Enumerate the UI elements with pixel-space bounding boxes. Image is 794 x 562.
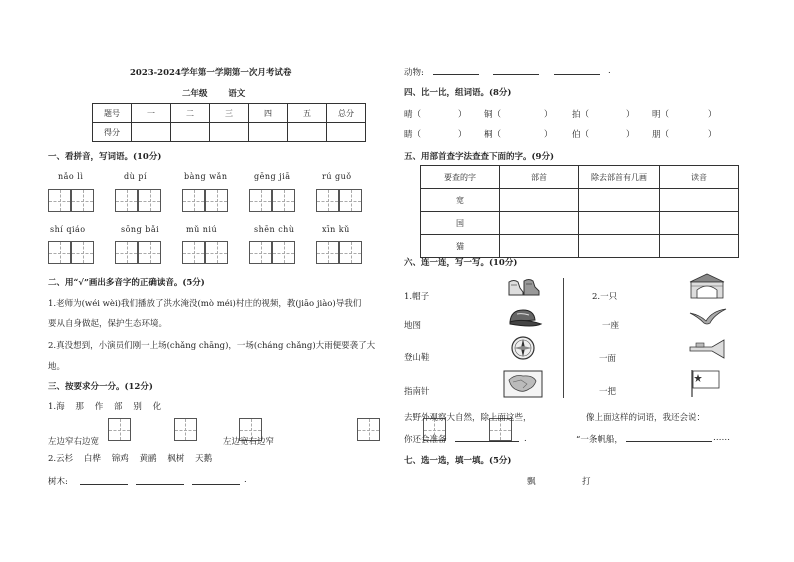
table-row xyxy=(421,212,739,235)
match-right: 一把 xyxy=(599,387,617,397)
q4-paren[interactable]: ） xyxy=(708,130,717,140)
answer-cell[interactable] xyxy=(500,212,579,235)
score-cell: 总分 xyxy=(327,104,366,123)
table-cell: 猫 xyxy=(421,235,500,258)
q2-sentence: 要从自身做起，保护生态环境。 xyxy=(48,319,168,329)
answer-cell[interactable] xyxy=(660,235,739,258)
q6-text: 去野外观察大自然，除上面这些， xyxy=(404,413,532,423)
pinyin: mǔ niú xyxy=(186,225,218,234)
tianzi-grid[interactable] xyxy=(48,241,94,264)
tianzi-grid[interactable] xyxy=(249,241,295,264)
shoes-icon xyxy=(506,276,542,298)
q4-paren[interactable]: ） xyxy=(626,130,635,140)
q6-text: 像上面这样的词语，我还会说： xyxy=(586,413,706,423)
answer-box[interactable] xyxy=(108,418,131,441)
answer-line[interactable] xyxy=(554,65,600,75)
answer-line[interactable] xyxy=(493,65,539,75)
answer-cell[interactable] xyxy=(579,189,660,212)
q2-sentence: 地。 xyxy=(48,362,66,372)
subject: 语文 xyxy=(228,89,246,99)
pinyin: nǎo lì xyxy=(58,172,84,181)
q6-text: 你还会准备 xyxy=(404,435,447,445)
score-input[interactable] xyxy=(171,123,210,142)
q4-paren[interactable]: ） xyxy=(626,110,635,120)
flag-icon xyxy=(688,368,724,398)
q1-heading: 一、看拼音，写词语。(10分) xyxy=(48,152,162,162)
answer-cell[interactable] xyxy=(660,189,739,212)
q4-paren[interactable]: ） xyxy=(544,110,553,120)
table-cell: 宽 xyxy=(421,189,500,212)
pinyin: shēn chù xyxy=(254,225,295,234)
match-left: 地图 xyxy=(404,321,422,331)
trumpet-icon xyxy=(688,338,728,360)
left-wide-label: 左边宽右边窄 xyxy=(223,437,275,447)
score-input[interactable] xyxy=(132,123,171,142)
q4-char: 朋（ xyxy=(652,130,670,140)
score-input[interactable] xyxy=(210,123,249,142)
divider xyxy=(563,278,564,398)
pinyin: shí qiáo xyxy=(50,225,86,234)
pinyin: bàng wǎn xyxy=(184,172,228,181)
period: . xyxy=(524,434,527,444)
answer-box[interactable] xyxy=(357,418,380,441)
answer-line[interactable] xyxy=(80,475,128,485)
match-right: 2.一只 xyxy=(592,292,618,302)
map-icon xyxy=(503,370,543,398)
score-cell: 四 xyxy=(249,104,288,123)
q7-char: 打 xyxy=(582,477,591,487)
tianzi-grid[interactable] xyxy=(182,241,228,264)
q4-heading: 四、比一比，组词语。(8分) xyxy=(404,88,512,98)
tianzi-grid[interactable] xyxy=(115,241,161,264)
q4-char: 铜（ xyxy=(484,110,502,120)
seagull-icon xyxy=(688,305,728,329)
score-cell: 五 xyxy=(288,104,327,123)
bridge-icon xyxy=(688,272,726,300)
q6-text: “一条帆船， xyxy=(576,435,623,445)
tianzi-grid[interactable] xyxy=(115,189,161,212)
tianzi-grid[interactable] xyxy=(249,189,295,212)
q2-sentence: 1.老师为(wéi wèi)我们播放了洪水淹没(mò méi)村庄的视频，教(jiāo jiào)导我们 xyxy=(48,299,362,309)
pinyin: rú guǒ xyxy=(322,172,352,181)
table-header: 要查的字 xyxy=(421,166,500,189)
tianzi-grid[interactable] xyxy=(316,241,362,264)
score-input[interactable] xyxy=(288,123,327,142)
match-left: 登山鞋 xyxy=(404,353,430,363)
answer-line[interactable] xyxy=(455,432,519,442)
q3-trees: 2.云杉 白桦 锦鸡 黄鹂 枫树 天鹅 xyxy=(48,454,213,464)
q4-char: 伯（ xyxy=(572,130,590,140)
table-header: 除去部首有几画 xyxy=(579,166,660,189)
pinyin: sōng bǎi xyxy=(121,225,160,234)
q4-char: 拍（ xyxy=(572,110,590,120)
q2-heading: 二、用“√”画出多音字的正确读音。(5分) xyxy=(48,278,205,288)
score-table xyxy=(92,103,366,142)
table-header: 读音 xyxy=(660,166,739,189)
score-cell: 三 xyxy=(210,104,249,123)
answer-box[interactable] xyxy=(174,418,197,441)
q3-heading: 三、按要求分一分。(12分) xyxy=(48,382,153,392)
cap-icon xyxy=(505,306,543,330)
table-row xyxy=(421,189,739,212)
answer-cell[interactable] xyxy=(660,212,739,235)
grade-subject xyxy=(182,87,245,99)
grade: 二年级 xyxy=(182,89,208,99)
match-left: 指南针 xyxy=(404,387,430,397)
page-title: 2023-2024学年第一学期第一次月考试卷 xyxy=(130,68,292,78)
q4-char: 晴（ xyxy=(404,110,422,120)
match-right: 一面 xyxy=(599,354,617,364)
q4-char: 明（ xyxy=(652,110,670,120)
q4-char: 桐（ xyxy=(484,130,502,140)
match-right: 一座 xyxy=(602,321,620,331)
q3-chars: 1.海 那 作 部 别 化 xyxy=(48,402,162,412)
q5-heading: 五、用部首查字法查查下面的字。(9分) xyxy=(404,152,554,162)
answer-line[interactable] xyxy=(626,432,712,442)
answer-line[interactable] xyxy=(136,475,184,485)
table-row xyxy=(421,235,739,258)
period: . xyxy=(244,475,247,485)
q7-char: 飘 xyxy=(527,477,536,487)
pinyin: gēng jiā xyxy=(254,172,291,181)
ellipsis: …… xyxy=(713,433,730,443)
q2-sentence: 2.真没想到，小演员们刚一上场(chǎng chāng)，一场(cháng chǎng)大雨便要袭了大 xyxy=(48,341,376,351)
animal-label: 动物: xyxy=(404,68,424,78)
answer-cell[interactable] xyxy=(500,189,579,212)
tianzi-grid[interactable] xyxy=(316,189,362,212)
q4-paren[interactable]: ） xyxy=(708,110,717,120)
q4-char: 睛（ xyxy=(404,130,422,140)
score-input[interactable] xyxy=(249,123,288,142)
tianzi-grid[interactable] xyxy=(48,189,94,212)
score-cell: 一 xyxy=(132,104,171,123)
table-header: 部首 xyxy=(500,166,579,189)
answer-line[interactable] xyxy=(433,65,479,75)
answer-cell[interactable] xyxy=(500,235,579,258)
score-cell: 得分 xyxy=(93,123,132,142)
pinyin: xīn kǔ xyxy=(322,225,350,234)
score-cell: 题号 xyxy=(93,104,132,123)
compass-icon xyxy=(510,335,536,361)
q6-heading: 六、连一连，写一写。(10分) xyxy=(404,258,518,268)
match-left: 1.帽子 xyxy=(404,292,430,302)
q4-paren[interactable]: ） xyxy=(458,110,467,120)
answer-cell[interactable] xyxy=(579,212,660,235)
answer-cell[interactable] xyxy=(579,235,660,258)
answer-line[interactable] xyxy=(192,475,240,485)
score-cell: 二 xyxy=(171,104,210,123)
q4-paren[interactable]: ） xyxy=(544,130,553,140)
q4-paren[interactable]: ） xyxy=(458,130,467,140)
table-cell: 国 xyxy=(421,212,500,235)
left-narrow-label: 左边窄右边宽 xyxy=(48,437,100,447)
radical-table xyxy=(420,165,739,258)
tianzi-grid[interactable] xyxy=(182,189,228,212)
tree-label: 树木: xyxy=(48,477,68,487)
q7-heading: 七、选一选，填一填。(5分) xyxy=(404,456,512,466)
period: . xyxy=(608,66,611,76)
score-input[interactable] xyxy=(327,123,366,142)
pinyin: dù pí xyxy=(124,172,147,181)
